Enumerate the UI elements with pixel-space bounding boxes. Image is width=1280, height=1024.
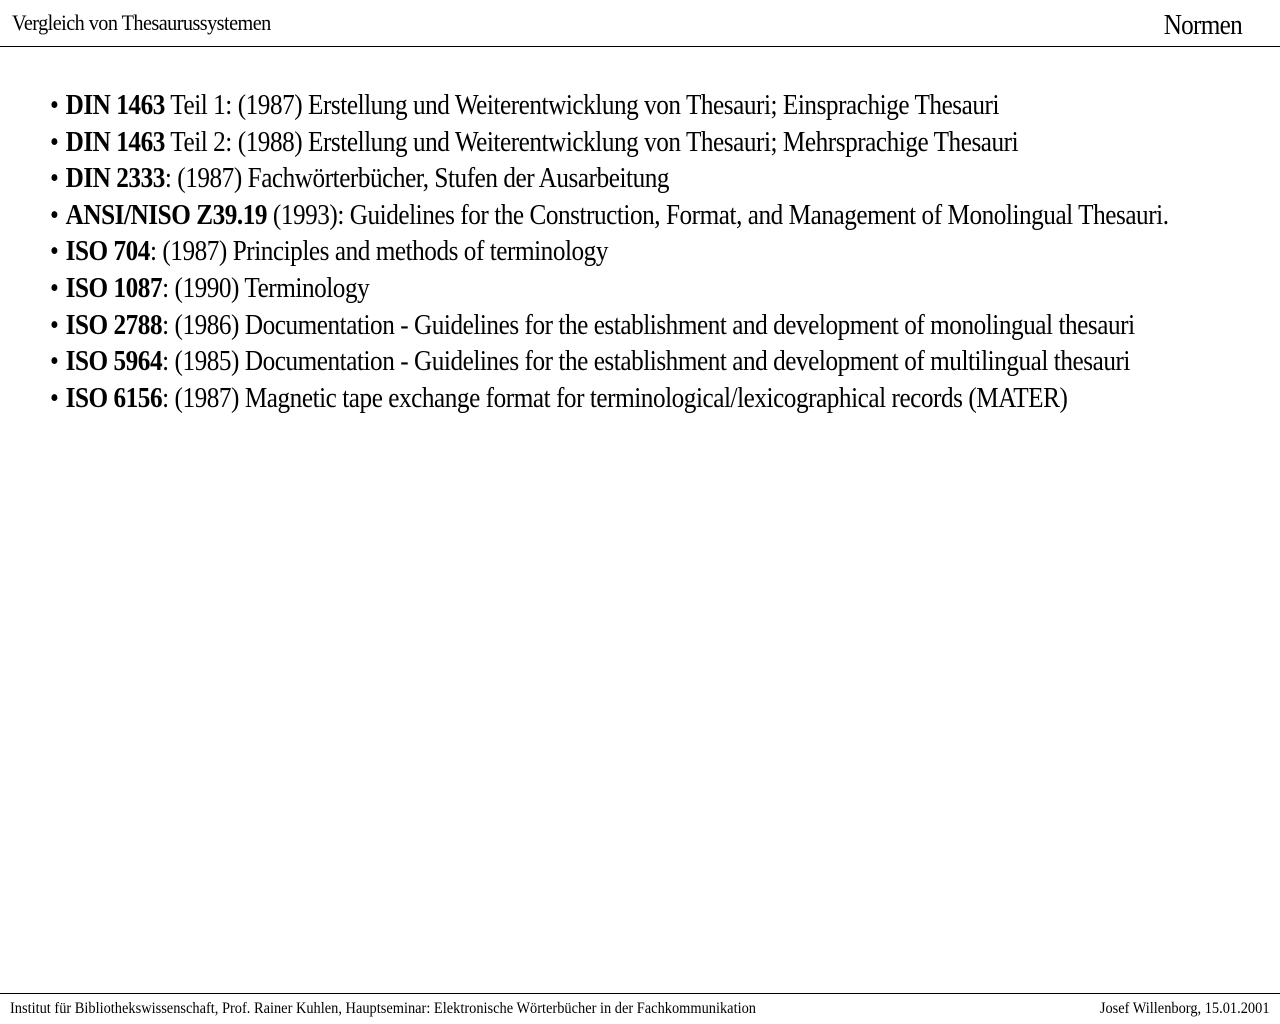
norm-description: : (1987) Fachwörterbücher, Stufen der Ausarbeitung xyxy=(164,163,670,195)
norm-code: DIN 1463 xyxy=(65,126,165,158)
bullet-icon: • xyxy=(50,382,59,414)
slide-footer xyxy=(0,993,1280,1024)
bullet-icon: • xyxy=(50,163,59,195)
bullet-icon: • xyxy=(50,199,59,231)
norm-item xyxy=(50,125,1157,162)
slide-topic-title: Vergleich von Thesaurussystemen xyxy=(12,10,271,35)
bullet-icon: • xyxy=(50,236,59,268)
norm-item xyxy=(50,308,1157,345)
norm-description: : (1987) Magnetic tape exchange format for terminological/lexicographical records (MATER) xyxy=(162,382,1068,414)
norm-item xyxy=(50,88,1157,125)
norm-item xyxy=(50,381,1157,418)
norm-code: ISO 6156 xyxy=(65,382,163,414)
norm-description: Teil 1: (1987) Erstellung und Weiterentwicklung von Thesauri; Einsprachige Thesauri xyxy=(164,90,1000,121)
norms-list xyxy=(50,88,1280,417)
norm-item xyxy=(50,344,1157,381)
norm-code: ISO 1087 xyxy=(65,272,163,304)
norm-description: (1993): Guidelines for the Construction, Format, and Management of Monolingual Thesauri. xyxy=(267,199,1169,231)
bullet-icon: • xyxy=(50,272,59,304)
norm-code: ISO 704 xyxy=(65,236,150,268)
bullet-icon: • xyxy=(50,346,59,378)
norm-description: Teil 2: (1988) Erstellung und Weiterentwicklung von Thesauri; Mehrsprachige Thesauri xyxy=(164,126,1019,158)
norm-description: : (1987) Principles and methods of terminology xyxy=(149,236,608,268)
norm-item xyxy=(50,161,1157,198)
footer-institution-text: Institut für Bibliothekswissenschaft, Prof. Rainer Kuhlen, Hauptseminar: Elektronische Wörterbücher in der Fachkommunikation xyxy=(10,1000,756,1017)
norm-description: : (1990) Terminology xyxy=(162,272,370,304)
bullet-icon: • xyxy=(50,90,59,121)
norm-code: ANSI/NISO Z39.19 xyxy=(65,199,268,231)
norm-description: : (1985) Documentation - Guidelines for the establishment and development of multilingual thesauri xyxy=(162,346,1130,378)
norm-code: DIN 1463 xyxy=(65,90,165,121)
slide-header xyxy=(0,0,1280,47)
norm-item xyxy=(50,198,1169,235)
norm-code: DIN 2333 xyxy=(65,163,165,195)
norm-item xyxy=(50,234,1157,271)
footer-author-date: Josef Willenborg, 15.01.2001 xyxy=(1100,1000,1270,1017)
bullet-icon: • xyxy=(50,126,59,158)
bullet-icon: • xyxy=(50,309,59,341)
norm-description: : (1986) Documentation - Guidelines for the establishment and development of monolingual thesauri xyxy=(162,309,1135,341)
norm-item xyxy=(50,271,1157,308)
norm-code: ISO 2788 xyxy=(65,309,163,341)
slide-section-title: Normen xyxy=(1163,10,1242,41)
norm-code: ISO 5964 xyxy=(65,346,163,378)
